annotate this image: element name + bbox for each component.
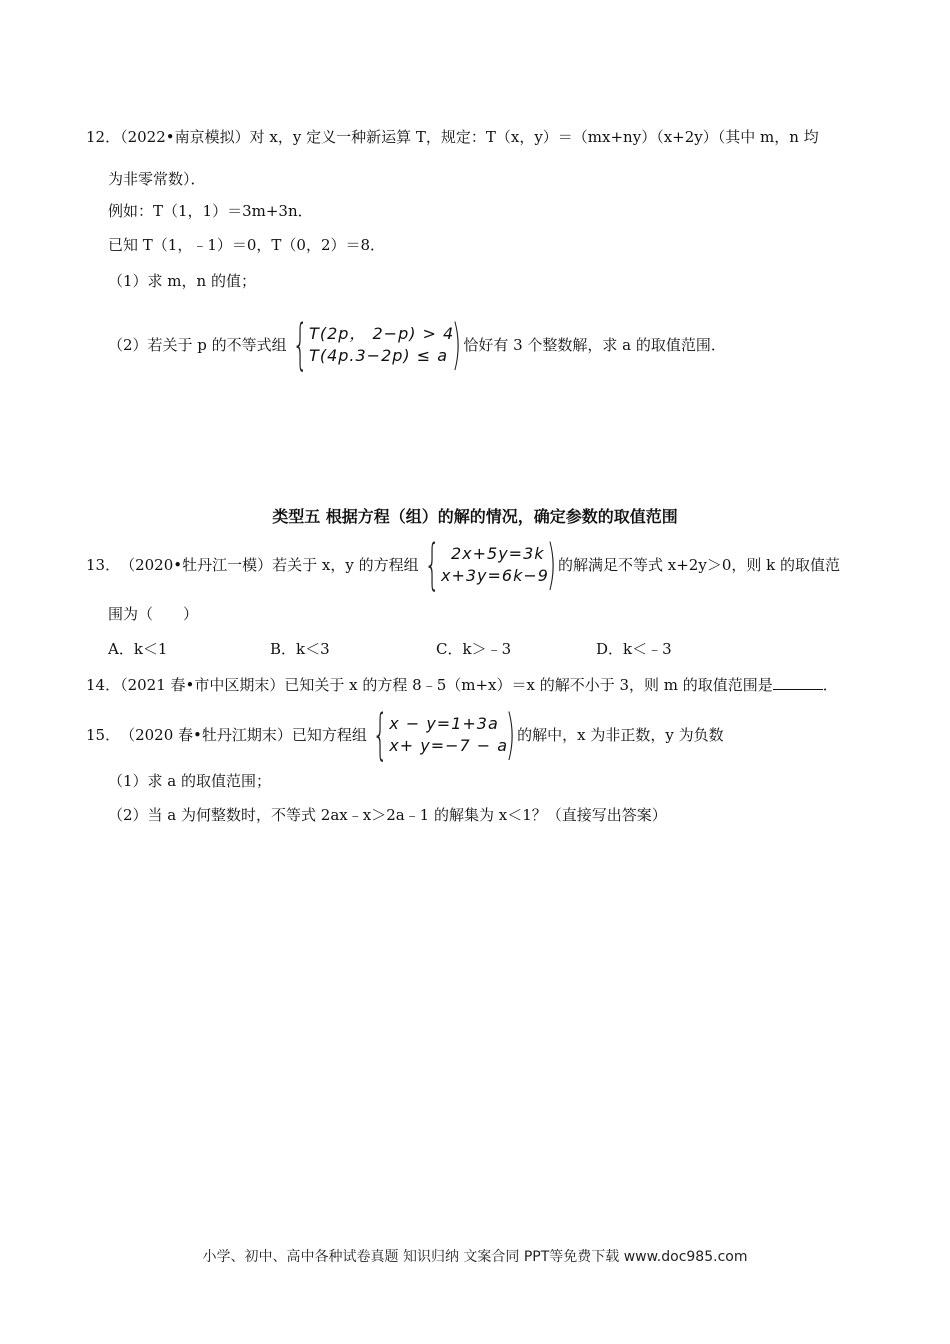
q14-answer-blank (773, 675, 823, 690)
q12-inequality-system (289, 313, 462, 376)
q13-prefix: 若关于 x，y 的方程组 (272, 556, 419, 574)
q12-source: （2022•南京模拟） (120, 128, 250, 146)
q14-text: 已知关于 x 的方程 8﹣5（m+x）＝x 的解不小于 3，则 m 的取值范围是 (284, 676, 773, 694)
q14-line (86, 674, 838, 696)
q15-suffix: 的解中，x 为非正数，y 为负数 (517, 726, 724, 744)
right-brace-icon: ) (505, 703, 516, 766)
q13-system-row1: 2x+5y=3k (450, 544, 545, 563)
q15-prefix: 已知方程组 (291, 726, 367, 744)
q12-system-row2: T(4p.3−2p) ≤ a (309, 346, 449, 365)
q12-line1 (86, 126, 819, 148)
q15-number: 15． (86, 726, 121, 744)
q15-equation-system (369, 703, 516, 766)
q12-part2-prefix: （2）若关于 p 的不等式组 (108, 336, 287, 354)
q14-number: 14． (86, 676, 121, 694)
q15-source: （2020 春•牡丹江期末） (120, 726, 292, 744)
q12-given: 已知 T（1，﹣1）＝0，T（0，2）＝8． (108, 236, 386, 254)
q12-text-line1: 对 x，y 定义一种新运算 T，规定：T（x，y）＝（mx+ny）（x+2y）（其中 m，n 均 (249, 128, 819, 146)
q13-equation-system (421, 533, 557, 596)
q15-part1: （1）求 a 的取值范围； (108, 772, 272, 790)
q14-source: （2021 春•市中区期末） (120, 676, 285, 694)
right-brace-icon: ) (546, 533, 557, 596)
q13-line1 (86, 533, 840, 596)
q13-suffix: 的解满足不等式 x+2y＞0，则 k 的取值范 (558, 556, 840, 574)
q12-number: 12． (86, 128, 121, 146)
q12-system-row1: T(2p， 2−p) > 4 (309, 324, 455, 343)
q13-source: （2020•牡丹江一模） (120, 556, 273, 574)
page-footer: 小学、初中、高中各种试卷真题 知识归纳 文案合同 PPT等免费下载 www.doc985.com (202, 1249, 748, 1265)
left-brace-icon: { (292, 313, 308, 376)
q12-part2 (108, 313, 726, 376)
q13-option-a: A．k＜1 (108, 640, 168, 658)
q12-line2: 为非零常数）． (108, 170, 206, 188)
q13-number: 13． (86, 556, 121, 574)
left-brace-icon: { (424, 533, 440, 596)
section-title: 类型五 根据方程（组）的解的情况，确定参数的取值范围 (272, 507, 678, 526)
q12-example: 例如：T（1，1）＝3m+3n． (108, 202, 313, 220)
q13-option-d: D．k＜﹣3 (596, 640, 672, 658)
q13-option-b: B．k＜3 (270, 640, 330, 658)
left-brace-icon: { (372, 703, 388, 766)
q14-end: ． (822, 676, 838, 694)
q13-line2: 围为（ ） (108, 605, 199, 623)
q15-system-row2: x+ y=−7 − a (389, 736, 509, 755)
q12-part2-suffix: 恰好有 3 个整数解，求 a 的取值范围． (463, 336, 726, 354)
q12-part1: （1）求 m，n 的值； (108, 272, 256, 290)
q15-system-row1: x − y=1+3a (389, 714, 499, 733)
right-brace-icon: ) (452, 313, 462, 376)
q15-line1 (86, 703, 724, 766)
q13-system-row2: x+3y=6k−9 (440, 566, 549, 585)
q15-part2: （2）当 a 为何整数时，不等式 2ax﹣x＞2a﹣1 的解集为 x＜1？（直接写出答案） (108, 806, 667, 824)
q13-option-c: C．k＞﹣3 (436, 640, 512, 658)
